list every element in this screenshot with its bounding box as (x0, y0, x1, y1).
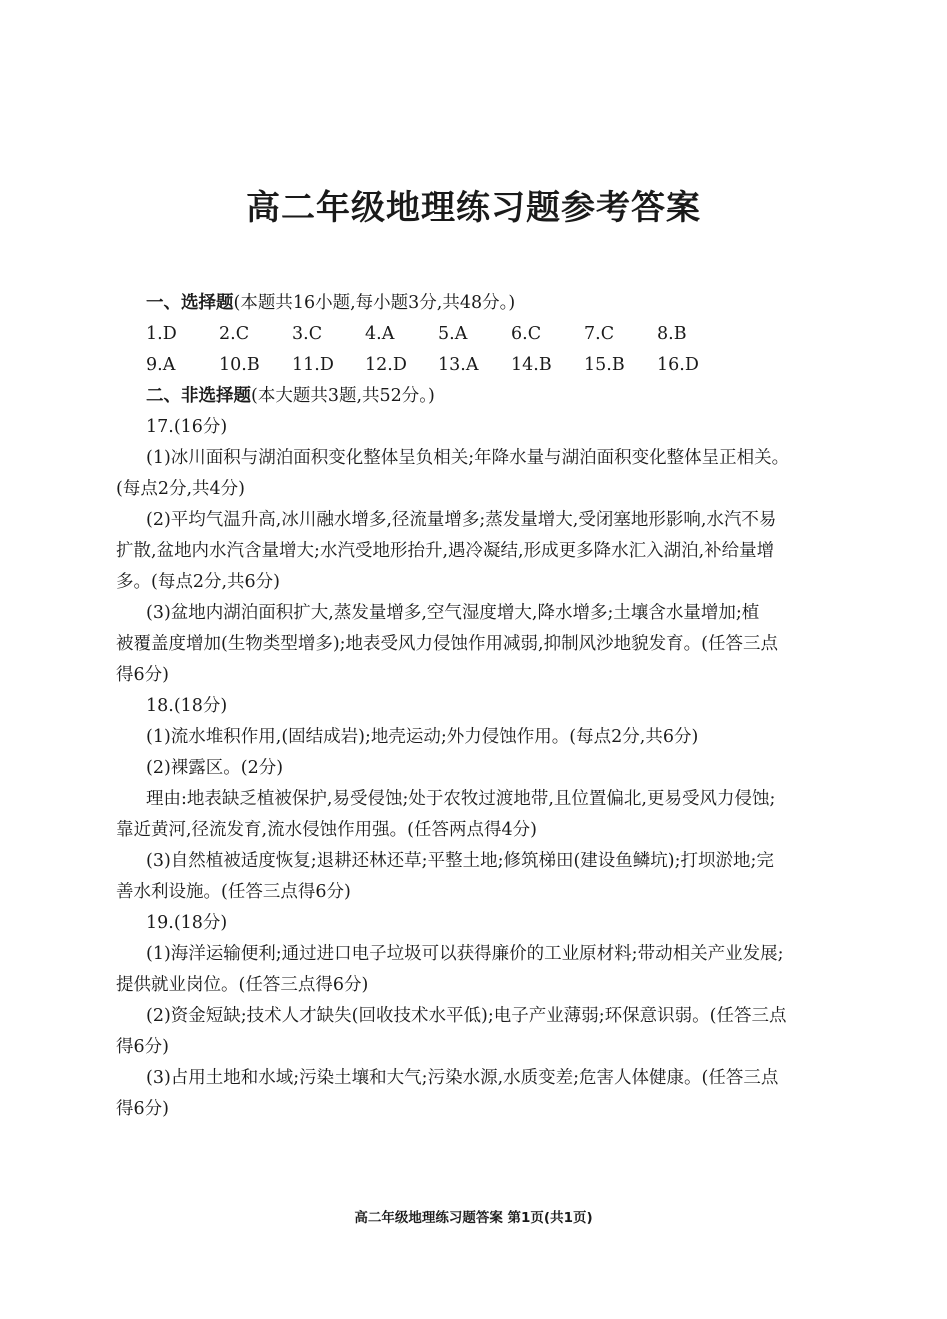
text-line: (3)占用土地和水域;污染土壤和大气;污染水源,水质变差;危害人体健康。(任答三点 (146, 1068, 779, 1088)
text-line: 善水利设施。(任答三点得6分) (116, 882, 351, 902)
text-line: (2)资金短缺;技术人才缺失(回收技术水平低);电子产业薄弱;环保意识弱。(任答三点 (146, 1006, 787, 1026)
page-footer: 高二年级地理练习题答案 第1页(共1页) (354, 1210, 593, 1226)
mc-answer: 9.A (146, 355, 176, 375)
mc-answer: 6.C (511, 324, 542, 344)
mc-answer: 14.B (511, 355, 552, 375)
question-19-header: 19.(18分) (146, 913, 228, 933)
mc-answer: 11.D (292, 355, 334, 375)
text-line: 多。(每点2分,共6分) (116, 572, 280, 592)
section-2-heading: 二、非选择题 (146, 386, 251, 406)
text-line: (1)海洋运输便利;通过进口电子垃圾可以获得廉价的工业原材料;带动相关产业发展; (146, 944, 784, 964)
mc-answer: 1.D (146, 324, 177, 344)
mc-answer: 12.D (365, 355, 407, 375)
text-line: 提供就业岗位。(任答三点得6分) (116, 975, 369, 995)
mc-answers-row-1 (116, 319, 834, 350)
mc-answers-row-2 (116, 350, 834, 381)
text-line: (每点2分,共4分) (116, 479, 245, 499)
mc-answer: 3.C (292, 324, 323, 344)
mc-answer: 10.B (219, 355, 260, 375)
text-line: (1)流水堆积作用,(固结成岩);地壳运动;外力侵蚀作用。(每点2分,共6分) (146, 727, 699, 747)
mc-answer: 7.C (584, 324, 615, 344)
mc-answer: 15.B (584, 355, 625, 375)
text-line: (1)冰川面积与湖泊面积变化整体呈负相关;年降水量与湖泊面积变化整体呈正相关。 (146, 448, 790, 468)
text-line: 理由:地表缺乏植被保护,易受侵蚀;处于农牧过渡地带,且位置偏北,更易受风力侵蚀; (146, 789, 776, 809)
question-18-header: 18.(18分) (146, 696, 228, 716)
answer-content (116, 288, 834, 1125)
text-line: (2)裸露区。(2分) (146, 758, 284, 778)
text-line: (2)平均气温升高,冰川融水增多,径流量增多;蒸发量增大,受闭塞地形影响,水汽不易 (146, 510, 777, 530)
text-line: 得6分) (116, 1037, 169, 1057)
section-2-header (116, 381, 834, 412)
text-line: 得6分) (116, 665, 169, 685)
mc-answer: 2.C (219, 324, 250, 344)
text-line: (3)自然植被适度恢复;退耕还林还草;平整土地;修筑梯田(建设鱼鳞坑);打坝淤地;完 (146, 851, 774, 871)
mc-answer: 16.D (657, 355, 699, 375)
section-1-heading: 一、选择题 (146, 293, 234, 313)
text-line: 被覆盖度增加(生物类型增多);地表受风力侵蚀作用减弱,抑制风沙地貌发育。(任答三点 (116, 634, 778, 654)
section-1-header (116, 288, 834, 319)
mc-answer: 8.B (657, 324, 687, 344)
page-title: 高二年级地理练习题参考答案 (246, 188, 701, 228)
section-2-note: (本大题共3题,共52分。) (251, 386, 435, 406)
mc-answer: 4.A (365, 324, 395, 344)
text-line: (3)盆地内湖泊面积扩大,蒸发量增多,空气湿度增大,降水增多;土壤含水量增加;植 (146, 603, 760, 623)
text-line: 得6分) (116, 1099, 169, 1119)
text-line: 扩散,盆地内水汽含量增大;水汽受地形抬升,遇冷凝结,形成更多降水汇入湖泊,补给量增 (116, 541, 775, 561)
question-17-header: 17.(16分) (146, 417, 228, 437)
mc-answer: 13.A (438, 355, 479, 375)
section-1-note: (本题共16小题,每小题3分,共48分。) (233, 293, 516, 313)
text-line: 靠近黄河,径流发育,流水侵蚀作用强。(任答两点得4分) (116, 820, 537, 840)
mc-answer: 5.A (438, 324, 468, 344)
